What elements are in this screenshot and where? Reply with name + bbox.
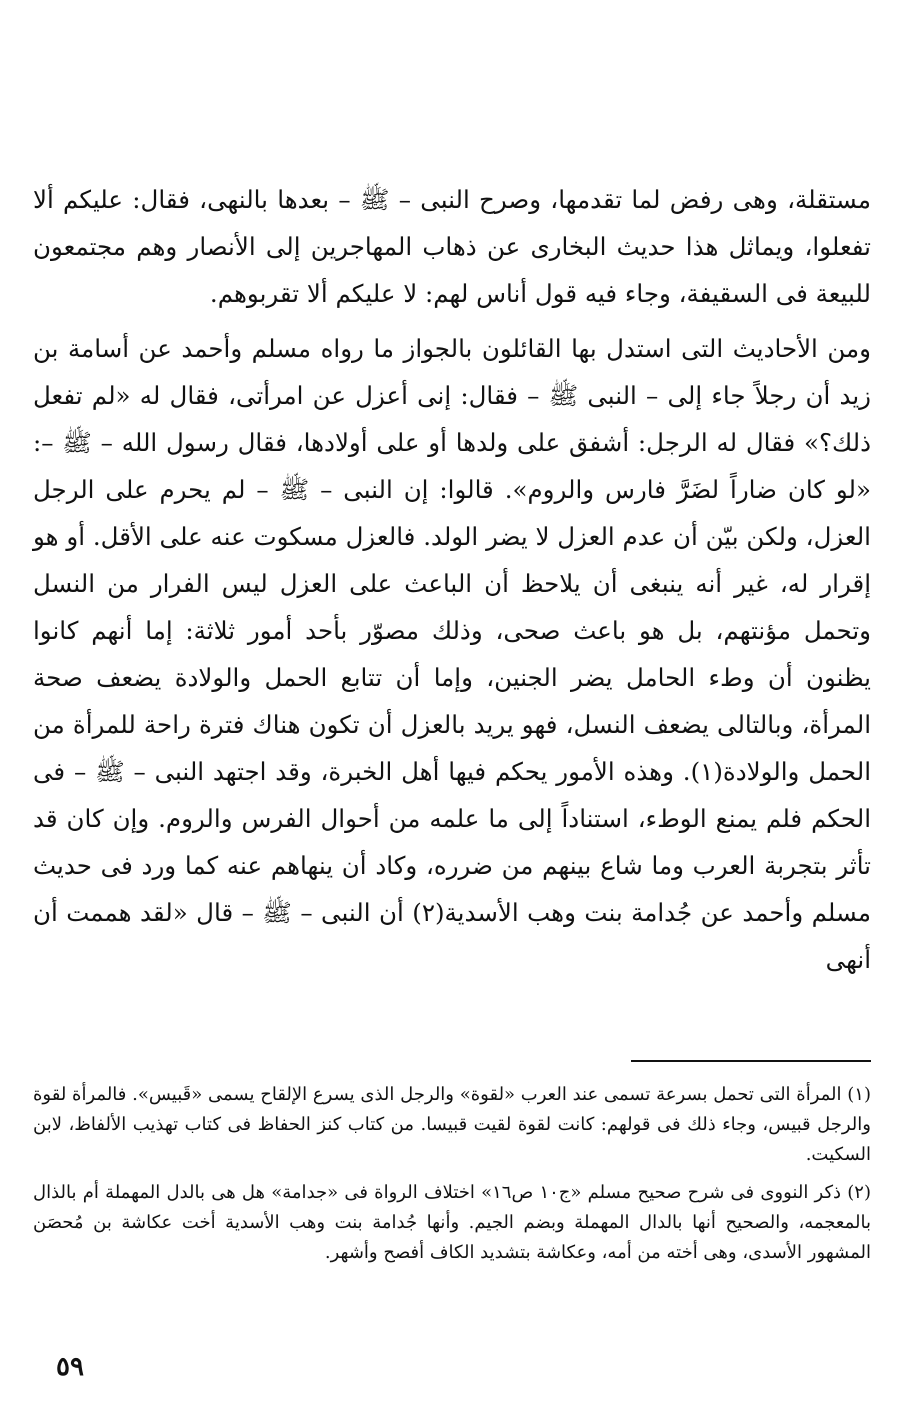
paragraph-2: ومن الأحاديث التى استدل بها القائلون بالجواز ما رواه مسلم وأحمد عن أسامة بن زيد أن رجلاً جاء إلى – النبى ﷺ – فقال: إنى أعزل عن امرأتى، فقال له «لم تفعل ذلك؟» فقال له الرجل: أشفق على ولدها أو على أولادها، فقال رسول الله – ﷺ –: «لو كان ضاراً لضَرَّ فارس والروم». قالوا: إن النبى – ﷺ – لم يحرم على الرجل العزل، ولكن بيّن أن عدم العزل لا يضر الولد. فالعزل مسكوت عنه على الأقل. أو هو إقرار له، غير أنه ينبغى أن يلاحظ أن الباعث على العزل ليس الفرار من النسل وتحمل مؤنتهم، بل هو باعث صحى، وذلك مصوّر بأحد أمور ثلاثة: إما أنهم كانوا يظنون أن وطء الحامل يضر الجنين، وإما أن تتابع الحمل والولادة يضعف صحة المرأة، وبالتالى يضعف النسل، فهو يريد بالعزل أن تكون هناك فترة راحة للمرأة من الحمل والولادة(١). وهذه الأمور يحكم فيها أهل الخبرة، وقد اجتهد النبى – ﷺ – فى الحكم فلم يمنع الوطء، استناداً إلى ما علمه من أحوال الفرس والروم. وإن كان قد تأثر بتجربة العرب وما شاع بينهم من ضرره، وكاد أن ينهاهم عنه كما ورد فى حديث مسلم وأحمد عن جُدامة بنت وهب الأسدية(٢) أن النبى – ﷺ – قال «لقد هممت أن أنهى	[33, 334, 872, 974]
footnote-1: (١) المرأة التى تحمل بسرعة تسمى عند العرب «لقوة» والرجل الذى يسرع الإلقاح يسمى «قَبيس». فالمرأة لقوة والرجل قبيس، وجاء ذلك فى قولهم: كانت لقوة لقيت قبيسا. من كتاب كنز الحفاظ فى كتاب تهذيب الألفاظ، لابن السكيت.	[33, 1084, 871, 1165]
page-number: ٥٩	[56, 1352, 84, 1382]
footnote-2: (٢) ذكر النووى فى شرح صحيح مسلم «ج١٠ ص١٦» اختلاف الرواة فى «جدامة» هل هى بالدل المهملة أم بالذال بالمعجمه، والصحيح أنها بالدال المهملة وبضم الجيم. وأنها جُدامة بنت وهب الأسدية أخت عكاشة بن مُحصَن المشهور الأسدى، وهى أخته من أمه، وعكاشة بتشديد الكاف أفصح وأشهر.	[33, 1182, 871, 1263]
footnote-separator	[631, 1060, 871, 1062]
main-text	[33, 176, 871, 983]
paragraph-1: مستقلة، وهى رفض لما تقدمها، وصرح النبى – ﷺ – بعدها بالنهى، فقال: عليكم ألا تفعلوا، ويماثل هذا حديث البخارى عن ذهاب المهاجرين إلى الأنصار وهم مجتمعون للبيعة فى السقيفة، وجاء فيه قول أناس لهم: لا عليكم ألا تقربوهم.	[33, 185, 871, 308]
footnotes	[33, 1080, 871, 1268]
